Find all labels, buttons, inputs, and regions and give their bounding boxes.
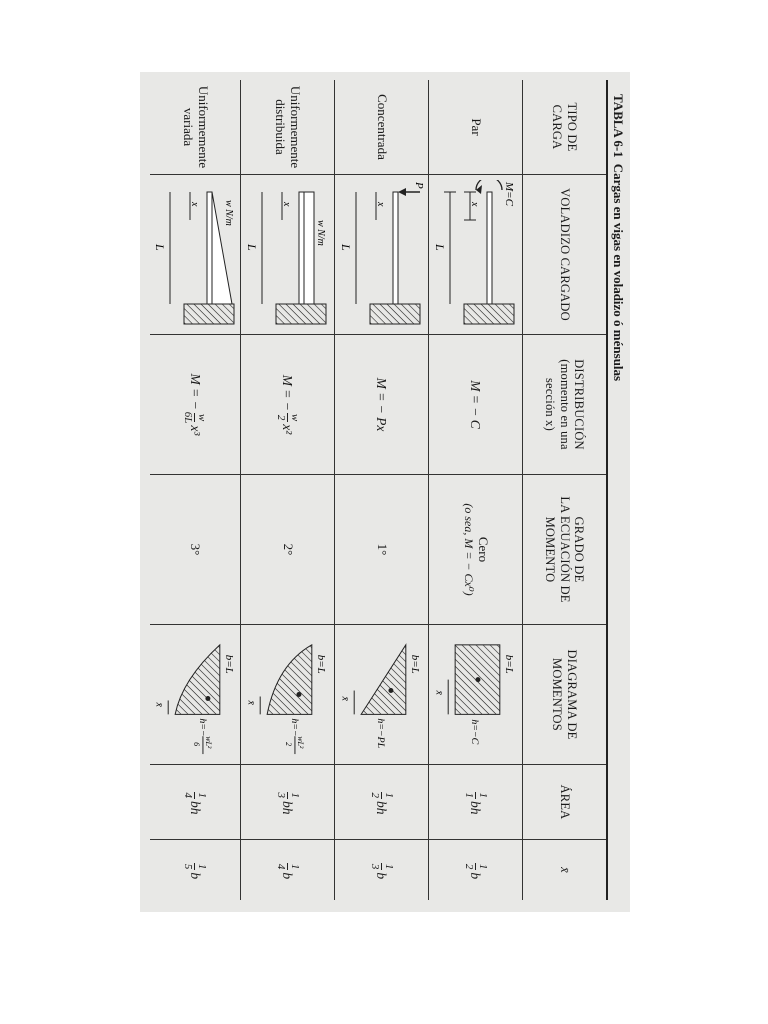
header-voladizo: VOLADIZO CARGADO [522,175,606,335]
xbar-numerator: 1 [383,863,395,870]
row-par-diagram [428,625,522,765]
rotated-table [150,80,640,900]
row-concentrada-diagram [334,625,428,765]
xbar-label: x̄ [433,690,445,695]
table-number: TABLA 6-1 [611,94,626,158]
h-denominator: 6 [192,742,202,747]
b-label: b=L [315,654,328,674]
row-uniforme-beam [240,175,334,335]
header-distribucion [522,335,606,475]
row-par-grado [428,475,522,625]
dist-numerator: w [196,413,209,422]
row-uniforme-tipo [240,80,334,175]
row-uniforme-diagram [240,625,334,765]
xbar-denominator: 2 [463,863,475,870]
row-par-grado-line2: (o sea, M = − Cx⁰) [461,503,476,596]
h-numerator: wL² [296,736,306,749]
h-label: h=− [289,718,301,737]
row-uniforme-tipo-line1: Uniformemente [288,85,304,169]
table-caption [610,80,640,900]
row-concentrada-area [334,765,428,840]
length-label: L [433,243,448,251]
row-variada-beam [150,175,240,335]
row-uniforme-tipo-line2: distribuida [273,99,289,155]
header-grado-line1: GRADO DE [572,516,587,583]
header-distribucion-line3: sección x) [543,377,558,431]
row-variada-tipo-line2: variada [181,107,196,147]
area-denominator: 1 [463,792,475,798]
cantilever-couple-diagram [431,180,521,330]
xbar-variable: b [374,872,390,880]
row-variada-diagram [150,625,240,765]
distributed-load-label: w N/m [315,219,327,246]
table-title: Cargas en vigas en voladizo ó ménsulas [611,163,626,382]
xbar-denominator: 3 [369,863,381,870]
row-par-xbar [428,840,522,900]
row-concentrada-xbar [334,840,428,900]
row-uniforme-dist [240,335,334,475]
dist-suffix: x² [280,424,296,435]
row-concentrada-tipo: Concentrada [334,80,428,175]
area-numerator: 1 [383,792,395,798]
moment-diagram-cubic [150,625,240,764]
area-denominator: 2 [369,792,381,798]
header-diagrama-line1: DIAGRAMA DE [564,649,579,740]
cantilever-point-load-diagram [337,180,427,330]
b-label: b=L [503,654,516,674]
row-variada-dist [150,335,240,475]
row-uniforme-xbar [240,840,334,900]
header-area: ÁREA [522,765,606,840]
varying-load-label: w N/m [223,199,234,226]
header-tipo: TIPO DE CARGA [522,80,606,175]
header-diagrama [522,625,606,765]
row-uniforme-grado: 2° [240,475,334,625]
length-label: L [153,243,167,251]
area-variable: bh [280,801,296,815]
cantilever-varying-load-diagram [150,180,240,330]
cantilever-uniform-load-diagram [243,180,333,330]
dist-suffix: x³ [187,425,203,436]
row-concentrada-dist: M = − Px [334,335,428,475]
load-table [150,80,608,900]
x-label: x [469,201,481,206]
moment-diagram-rectangle [431,625,521,764]
row-variada-xbar [150,840,240,900]
header-grado-line2: LA ECUACIÓN DE [557,496,572,603]
header-grado [522,475,606,625]
h-label: h=−C [469,719,481,745]
header-distribucion-line2: (momento en una [557,359,572,450]
xbar-denominator: 5 [182,863,195,870]
h-numerator: wL² [203,736,213,749]
area-denominator: 3 [275,792,287,798]
xbar-label: x̄ [245,700,257,705]
header-diagrama-line2: MOMENTOS [550,658,565,731]
row-variada-grado: 3° [150,475,240,625]
row-variada-area [150,765,240,840]
dist-denominator: 6L [182,411,195,424]
length-label: L [245,243,260,251]
h-label: h=−PL [375,718,387,749]
xbar-label: x̄ [153,702,165,707]
row-concentrada-beam [334,175,428,335]
moment-diagram-triangle [337,625,427,764]
table-viewport [150,80,640,900]
dist-prefix: M = − [280,374,296,411]
length-label: L [339,243,354,251]
row-par-beam [428,175,522,335]
x-label: x [189,201,200,206]
area-denominator: 4 [182,792,195,798]
xbar-numerator: 1 [289,863,301,870]
b-label: b=L [222,654,235,674]
dist-prefix: M = − [187,373,203,410]
row-variada-tipo [150,80,240,175]
dist-denominator: 2 [275,414,287,421]
area-numerator: 1 [477,792,489,798]
row-variada-tipo-line1: Uniformemente [195,85,211,169]
header-grado-line3: MOMENTO [543,516,558,583]
header-xbar: x̄ [522,840,606,900]
xbar-numerator: 1 [196,863,209,870]
row-par-grado-line1: Cero [475,536,491,563]
row-par-area [428,765,522,840]
xbar-variable: b [280,872,296,880]
xbar-label: x̄ [339,696,351,701]
header-distribucion-line1: DISTRIBUCIÓN [572,359,587,450]
row-par-tipo: Par [428,80,522,175]
xbar-variable: b [187,872,203,880]
row-par-dist: M = − C [428,335,522,475]
dist-numerator: w [289,413,301,422]
x-label: x [281,201,293,206]
area-variable: bh [468,801,484,815]
point-load-label: P [413,181,426,189]
xbar-denominator: 4 [275,863,287,870]
area-numerator: 1 [196,792,209,798]
area-variable: bh [374,801,390,815]
area-numerator: 1 [289,792,301,798]
row-concentrada-grado: 1° [334,475,428,625]
xbar-variable: b [468,872,484,880]
xbar-numerator: 1 [477,863,489,870]
row-uniforme-area [240,765,334,840]
h-label: h=− [196,718,208,737]
x-label: x [375,201,387,206]
b-label: b=L [409,654,422,674]
area-variable: bh [187,801,203,815]
moment-diagram-parabola [243,625,333,764]
couple-label: M=C [503,181,516,206]
h-denominator: 2 [284,742,294,747]
